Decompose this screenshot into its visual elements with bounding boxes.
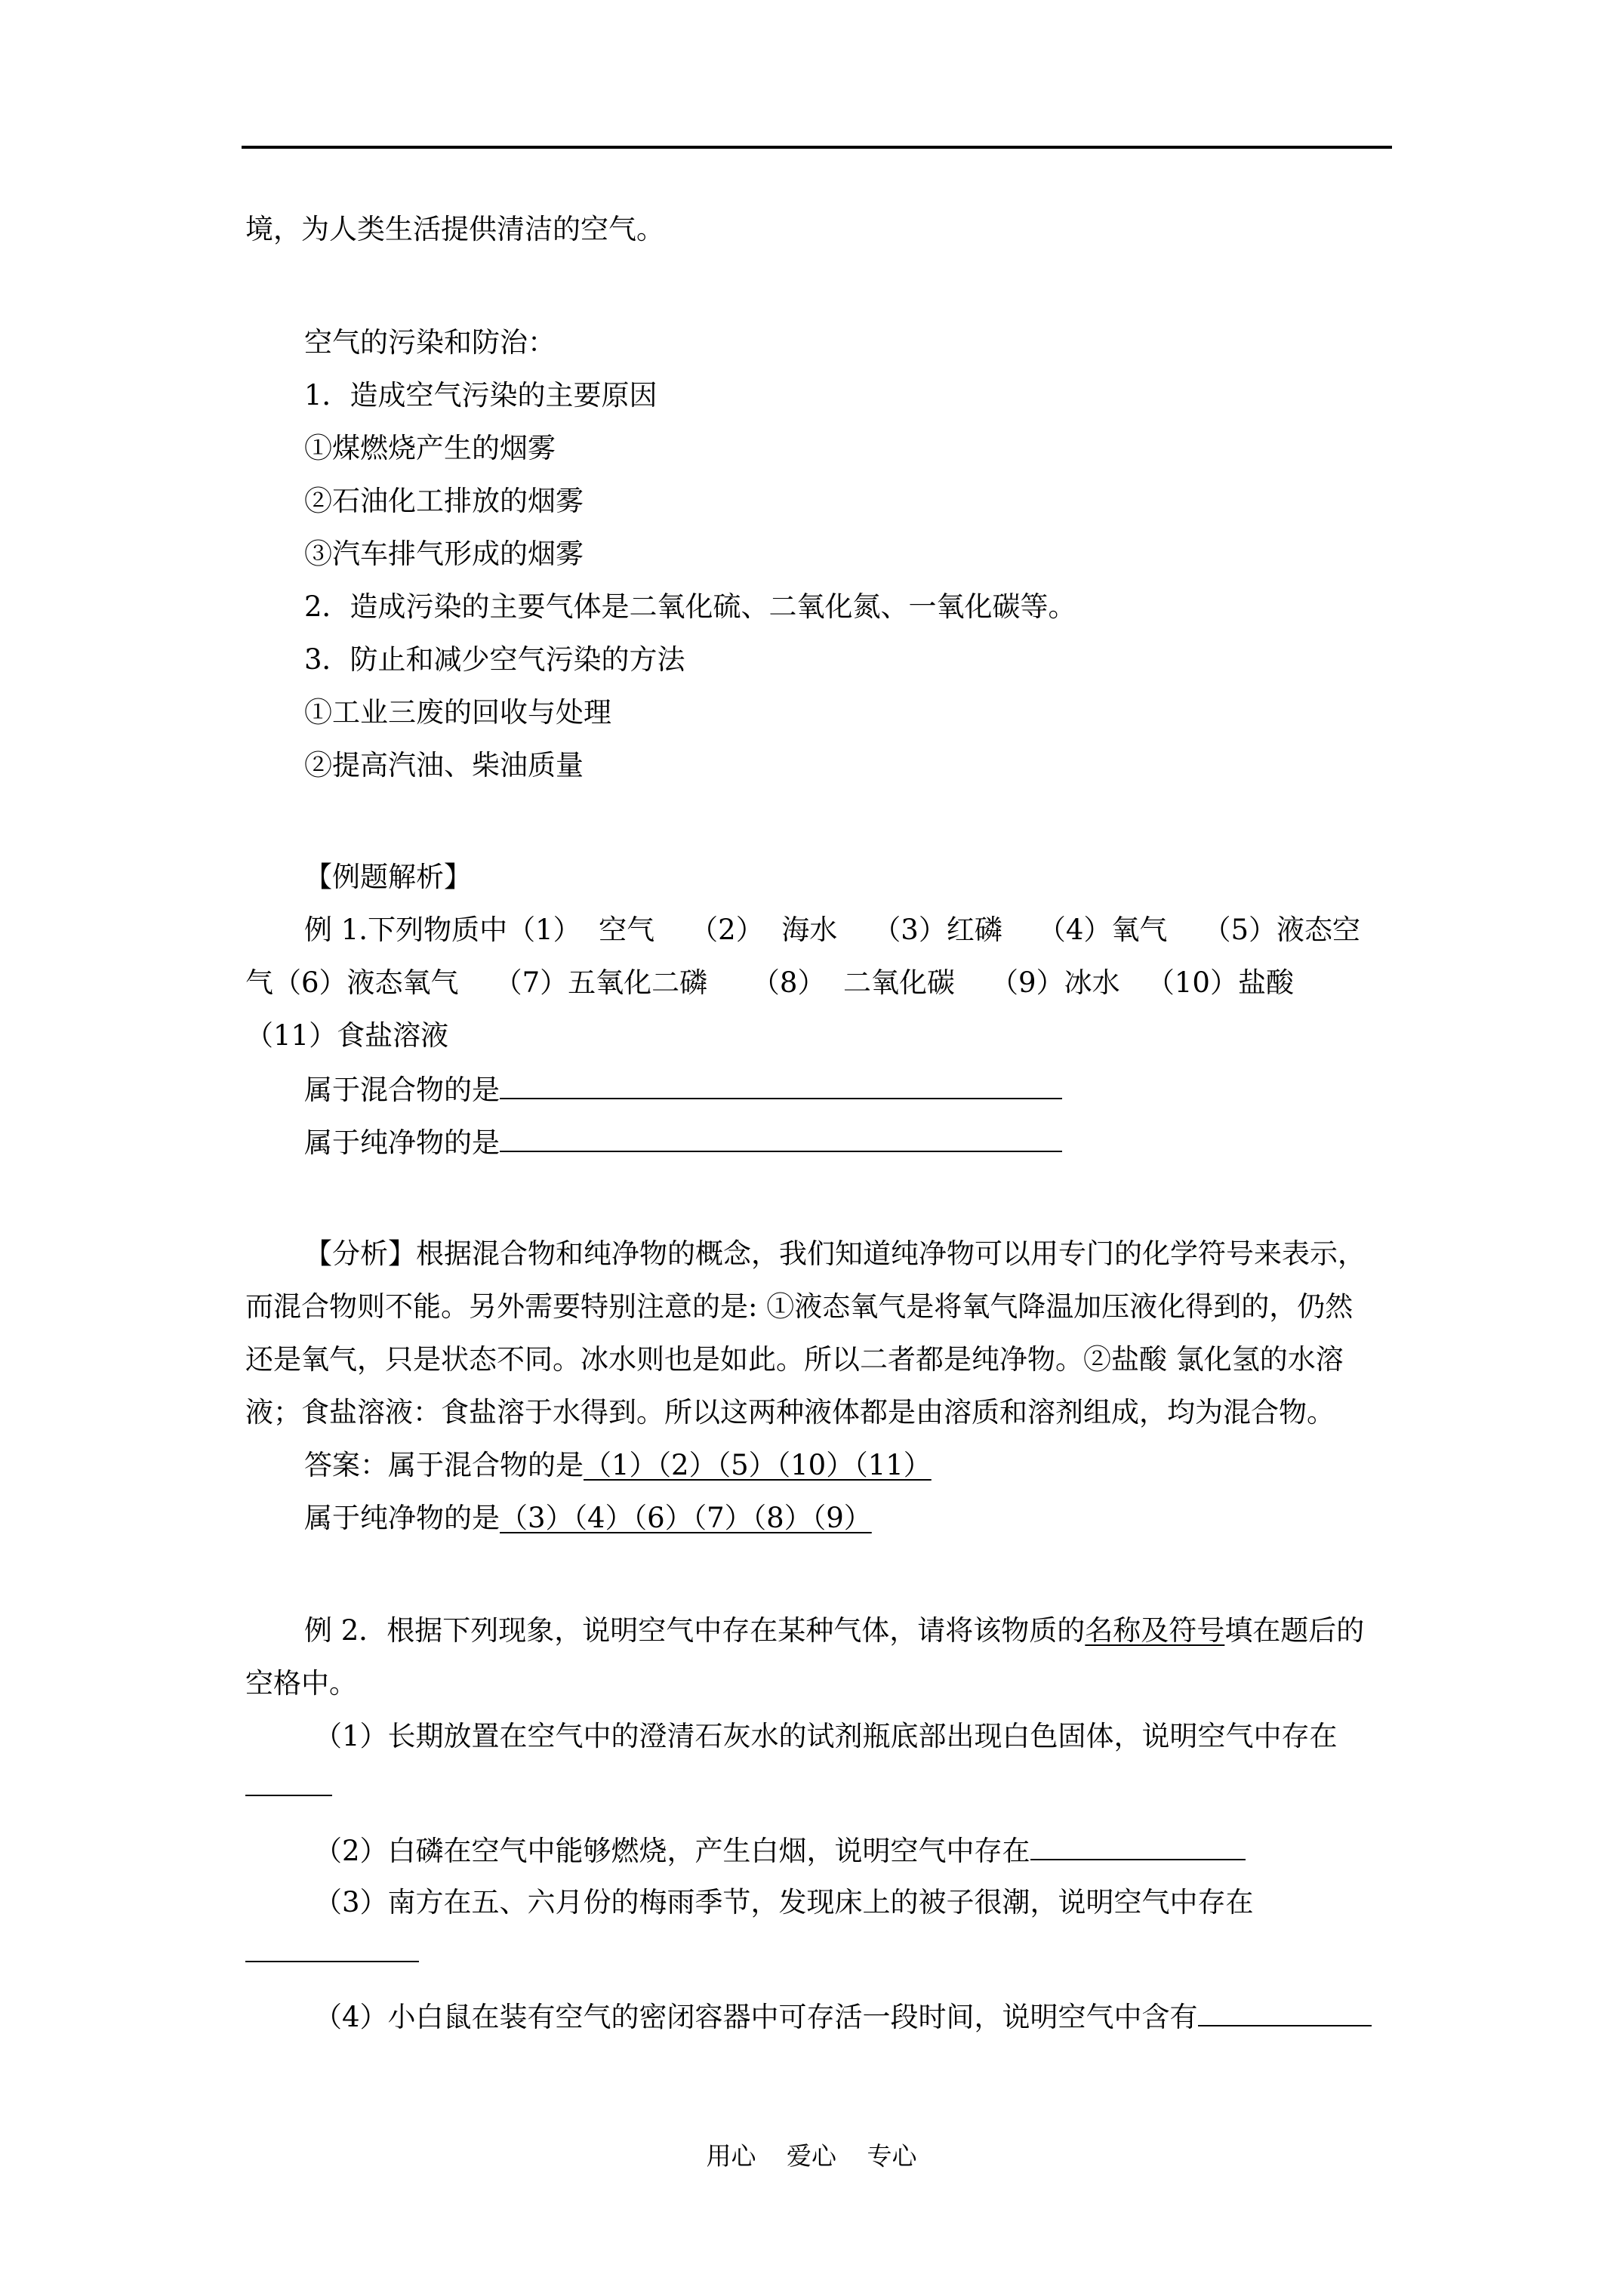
answer-blank-row: [245, 1933, 419, 1972]
header-rule: [242, 146, 1392, 149]
example2-question: （3）南方在五、六月份的梅雨季节，发现床上的被子很潮，说明空气中存在: [314, 1886, 1254, 1918]
question-label: 属于纯净物的是: [304, 1126, 500, 1159]
answer-label: 属于纯净物的是: [304, 1502, 500, 1534]
answer-value: （3）（4）（6）（7）（8）（9）: [500, 1502, 872, 1534]
answer-blank[interactable]: [500, 1070, 1062, 1099]
analysis-line: 而混合物则不能。另外需要特别注意的是: ①液态氧气是将氧气降温加压液化得到的，仍然: [245, 1290, 1354, 1323]
analysis-line: 【分析】根据混合物和纯净物的概念，我们知道纯净物可以用专门的化学符号来表示，: [304, 1237, 1366, 1270]
example2-line: 空格中。: [245, 1667, 357, 1700]
example2-text: 填在题后的: [1224, 1614, 1365, 1647]
answer-blank[interactable]: [500, 1123, 1062, 1152]
answer-blank[interactable]: [1198, 1997, 1372, 2026]
example2-underlined: 名称及符号: [1085, 1614, 1225, 1647]
answer-blank[interactable]: [245, 1933, 419, 1962]
question-text: （2）白磷在空气中能够燃烧，产生白烟，说明空气中存在: [314, 1835, 1030, 1867]
analysis-line: 液；食盐溶液：食盐溶于水得到。所以这两种液体都是由溶质和溶剂组成，均为混合物。: [245, 1396, 1335, 1428]
answer-value: （1）（2）（5）（10）（11）: [584, 1449, 932, 1481]
page-footer: 用心 爱心 专心: [706, 2141, 917, 2171]
example2-question: [314, 1831, 1246, 1870]
example2-text: 例 2．根据下列现象，说明空气中存在某种气体，请将该物质的: [304, 1614, 1086, 1647]
example1-line: 例 1.下列物质中（1） 空气 （2） 海水 （3）红磷 （4）氧气 （5）液态空: [304, 914, 1360, 946]
example1-line: （11）食盐溶液: [245, 1019, 449, 1052]
question-label: 属于混合物的是: [304, 1074, 500, 1106]
example2-question: （1）长期放置在空气中的澄清石灰水的试剂瓶底部出现白色固体，说明空气中存在: [314, 1720, 1338, 1752]
list-item: 3．防止和减少空气污染的方法: [304, 643, 685, 676]
list-item: ③汽车排气形成的烟雾: [304, 538, 584, 570]
answer-blank[interactable]: [1030, 1831, 1246, 1860]
example2-line: [304, 1612, 1364, 1650]
answer-mixture: [304, 1447, 932, 1484]
list-item: ②石油化工排放的烟雾: [304, 485, 584, 517]
analysis-line: 还是氧气，只是状态不同。冰水则也是如此。所以二者都是纯净物。②盐酸 氯化氢的水溶: [245, 1343, 1344, 1376]
example-heading: 【例题解析】: [304, 861, 472, 893]
answer-blank[interactable]: [245, 1767, 332, 1796]
question-pure: [304, 1123, 1062, 1162]
section-title: 空气的污染和防治：: [304, 326, 556, 359]
intro-line: 境，为人类生活提供清洁的空气。: [245, 213, 664, 245]
question-mixture: [304, 1070, 1062, 1109]
list-item: 2．造成污染的主要气体是二氧化硫、二氧化氮、一氧化碳等。: [304, 590, 1076, 623]
list-item: ①工业三废的回收与处理: [304, 696, 611, 729]
example1-line: 气（6）液态氧气 （7）五氧化二磷 （8） 二氧化碳 （9）冰水 （10）盐酸: [245, 966, 1294, 999]
answer-pure: [304, 1499, 872, 1537]
example2-question: [314, 1997, 1372, 2036]
list-item: 1．造成空气污染的主要原因: [304, 379, 658, 411]
question-text: （4）小白鼠在装有空气的密闭容器中可存活一段时间，说明空气中含有: [314, 2001, 1198, 2033]
list-item: ①煤燃烧产生的烟雾: [304, 432, 556, 464]
list-item: ②提高汽油、柴油质量: [304, 749, 584, 781]
answer-label: 答案：属于混合物的是: [304, 1449, 584, 1481]
answer-blank-row: [245, 1767, 332, 1806]
